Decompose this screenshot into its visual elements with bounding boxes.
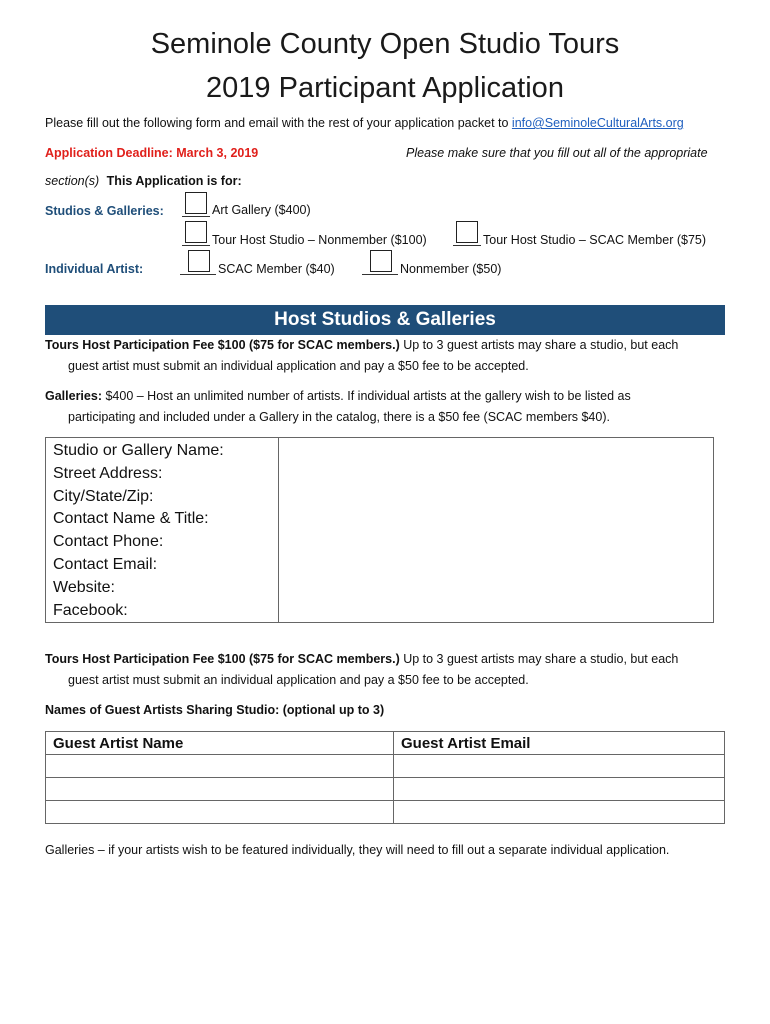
guest-artists-heading: Names of Guest Artists Sharing Studio: (optional up to 3): [45, 703, 385, 717]
guest-email-cell[interactable]: [394, 755, 725, 778]
galleries-footer-note: Galleries – if your artists wish to be featured individually, they will need to fill out a separate individual application.: [45, 843, 670, 857]
intro-instruction: Please fill out the following form and email with the rest of your application packet to: [45, 116, 512, 130]
application-for-label: This Application is for:: [106, 174, 242, 188]
galleries-rest: $400 – Host an unlimited number of artists. If individual artists at the gallery wish to be listed as: [101, 389, 631, 403]
nonmember-underline: [362, 274, 398, 275]
tour-host-scac-underline: [453, 245, 481, 246]
contact-phone-label: Contact Phone:: [53, 533, 164, 551]
scac-member-option: SCAC Member ($40): [218, 262, 335, 276]
intro-text: [45, 116, 684, 130]
instruction-note: Please make sure that you fill out all of the appropriate: [406, 146, 708, 160]
application-deadline: Application Deadline: March 3, 2019: [45, 146, 259, 160]
galleries-paragraph: [45, 386, 735, 428]
facebook-label: Facebook:: [53, 601, 128, 619]
nonmember-checkbox[interactable]: [370, 250, 392, 272]
application-for-line: [45, 174, 242, 188]
page-title-line1: Seminole County Open Studio Tours: [150, 28, 620, 60]
tours-fee-rest: Up to 3 guest artists may share a studio, but each: [399, 338, 679, 352]
scac-member-underline: [180, 274, 216, 275]
info-entry-cell[interactable]: [279, 438, 714, 623]
individual-artist-label: Individual Artist:: [45, 262, 144, 276]
tours-fee2-line2: guest artist must submit an individual application and pay a $50 fee to be accepted.: [68, 673, 529, 687]
tour-host-scac-checkbox[interactable]: [456, 221, 478, 243]
website-label: Website:: [53, 578, 115, 596]
guest-artists-table: [45, 731, 725, 824]
tours-fee-paragraph-2: [45, 649, 735, 691]
tours-fee-paragraph: [45, 335, 735, 377]
guest-email-header: Guest Artist Email: [394, 732, 725, 755]
guest-email-cell[interactable]: [394, 801, 725, 824]
page-title-line2: 2019 Participant Application: [206, 72, 564, 104]
city-state-zip-label: City/State/Zip:: [53, 487, 154, 505]
tours-fee-bold: Tours Host Participation Fee $100 ($75 for SCAC members.): [45, 338, 400, 352]
table-row: [46, 755, 725, 778]
tour-host-nonmember-underline: [182, 245, 210, 246]
contact-email-label: Contact Email:: [53, 555, 158, 573]
guest-email-cell[interactable]: [394, 778, 725, 801]
guest-name-cell[interactable]: [46, 778, 394, 801]
galleries-line2: participating and included under a Gallery in the catalog, there is a $50 fee (SCAC members $40).: [68, 410, 610, 424]
scac-member-checkbox[interactable]: [188, 250, 210, 272]
street-address-label: Street Address:: [53, 464, 163, 482]
tour-host-scac-option: Tour Host Studio – SCAC Member ($75): [483, 233, 707, 247]
art-gallery-checkbox[interactable]: [185, 192, 207, 214]
tours-fee2-bold: Tours Host Participation Fee $100 ($75 for SCAC members.): [45, 652, 400, 666]
guest-table-header: [46, 732, 725, 755]
studio-name-label: Studio or Gallery Name:: [53, 442, 224, 459]
table-row: [46, 801, 725, 824]
studios-galleries-label: Studios & Galleries:: [45, 204, 164, 218]
tour-host-nonmember-option: Tour Host Studio – Nonmember ($100): [212, 233, 427, 247]
art-gallery-underline: [182, 216, 210, 217]
table-row: [46, 778, 725, 801]
contact-name-label: Contact Name & Title:: [53, 510, 209, 528]
contact-email-link[interactable]: info@SeminoleCulturalArts.org: [511, 116, 684, 130]
tour-host-nonmember-checkbox[interactable]: [185, 221, 207, 243]
info-labels-cell: [46, 438, 279, 623]
studio-info-table: [45, 437, 714, 623]
nonmember-option: Nonmember ($50): [400, 262, 502, 276]
tours-fee2-rest: Up to 3 guest artists may share a studio, but each: [399, 652, 679, 666]
guest-name-header: Guest Artist Name: [46, 732, 394, 755]
tours-fee-line2: guest artist must submit an individual application and pay a $50 fee to be accepted.: [68, 359, 529, 373]
galleries-bold: Galleries:: [45, 389, 102, 403]
host-studios-banner: Host Studios & Galleries: [45, 305, 725, 335]
instruction-note-cont: section(s): [45, 174, 100, 188]
guest-name-cell[interactable]: [46, 801, 394, 824]
art-gallery-option: Art Gallery ($400): [212, 203, 311, 217]
guest-name-cell[interactable]: [46, 755, 394, 778]
